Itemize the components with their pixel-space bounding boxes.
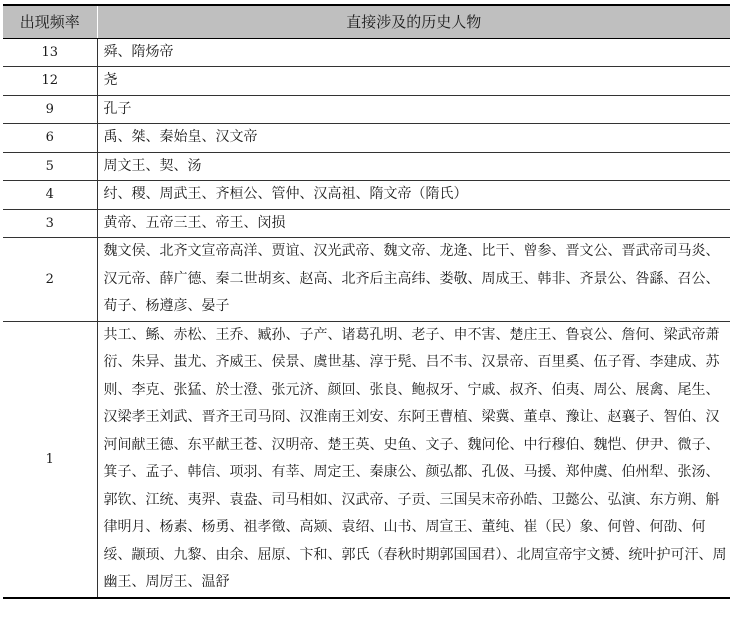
figures-cell: 尧: [97, 67, 730, 96]
frequency-cell: 9: [3, 95, 97, 124]
table-row: [3, 67, 730, 96]
frequency-cell: 2: [3, 238, 97, 322]
table-row: [3, 95, 730, 124]
header-frequency: 出现频率: [3, 5, 97, 38]
figures-cell: 共工、鲧、赤松、王乔、臧孙、子产、诸葛孔明、老子、申不害、楚庄王、鲁哀公、詹何、梁武帝萧衍、朱异、蚩尤、齐威王、侯景、虞世基、淳于髡、吕不韦、汉景帝、百里奚、伍子胥、李建成、苏则、李克、张猛、於士澄、张元济、颜回、张良、鲍叔牙、宁戚、叔齐、伯夷、周公、展禽、尾生、汉梁孝王刘武、晋齐王司马冏、汉淮南王刘安、东阿王曹植、梁冀、董卓、豫让、赵襄子、智伯、汉河间献王德、东平献王苍、汉明帝、楚王英、史鱼、文子、魏问伦、中行穆伯、魏恺、伊尹、微子、箕子、孟子、韩信、项羽、有莘、周定王、秦康公、颜弘都、孔伋、马援、郑仲虞、伯州犁、张汤、郭钦、江统、夷羿、袁盎、司马相如、汉武帝、子贡、三国吴末帝孙皓、卫懿公、弘演、东方朔、斛律明月、杨素、杨勇、祖孝徵、高颎、袁绍、山书、周宣王、董纯、崔（民）象、何曾、何劭、何绥、颛顼、九黎、由余、屈原、卞和、郭氏（春秋时期郭国国君）、北周宣帝宇文赟、统叶护可汗、周幽王、周厉王、温舒: [97, 321, 730, 598]
figures-cell: 禹、桀、秦始皇、汉文帝: [97, 124, 730, 153]
frequency-cell: 12: [3, 67, 97, 96]
frequency-cell: 3: [3, 209, 97, 238]
table-row: [3, 238, 730, 322]
figures-cell: 黄帝、五帝三王、帝王、闵损: [97, 209, 730, 238]
table-row: [3, 124, 730, 153]
table-row: [3, 321, 730, 598]
table-row: [3, 38, 730, 67]
table-row: [3, 209, 730, 238]
frequency-cell: 13: [3, 38, 97, 67]
frequency-cell: 1: [3, 321, 97, 598]
figures-cell: 周文王、契、汤: [97, 152, 730, 181]
table-row: [3, 181, 730, 210]
frequency-cell: 5: [3, 152, 97, 181]
frequency-cell: 4: [3, 181, 97, 210]
table-header-row: [3, 5, 730, 38]
header-figures: 直接涉及的历史人物: [97, 5, 730, 38]
figures-cell: 舜、隋炀帝: [97, 38, 730, 67]
frequency-cell: 6: [3, 124, 97, 153]
figures-cell: 魏文侯、北齐文宣帝高洋、贾谊、汉光武帝、魏文帝、龙逄、比干、曾参、晋文公、晋武帝司马炎、汉元帝、薛广德、秦二世胡亥、赵高、北齐后主高纬、娄敬、周成王、韩非、齐景公、咎繇、召公、荀子、杨遵彦、晏子: [97, 238, 730, 322]
frequency-table: [3, 4, 730, 599]
table-row: [3, 152, 730, 181]
figures-cell: 孔子: [97, 95, 730, 124]
figures-cell: 纣、稷、周武王、齐桓公、管仲、汉高祖、隋文帝（隋氏）: [97, 181, 730, 210]
